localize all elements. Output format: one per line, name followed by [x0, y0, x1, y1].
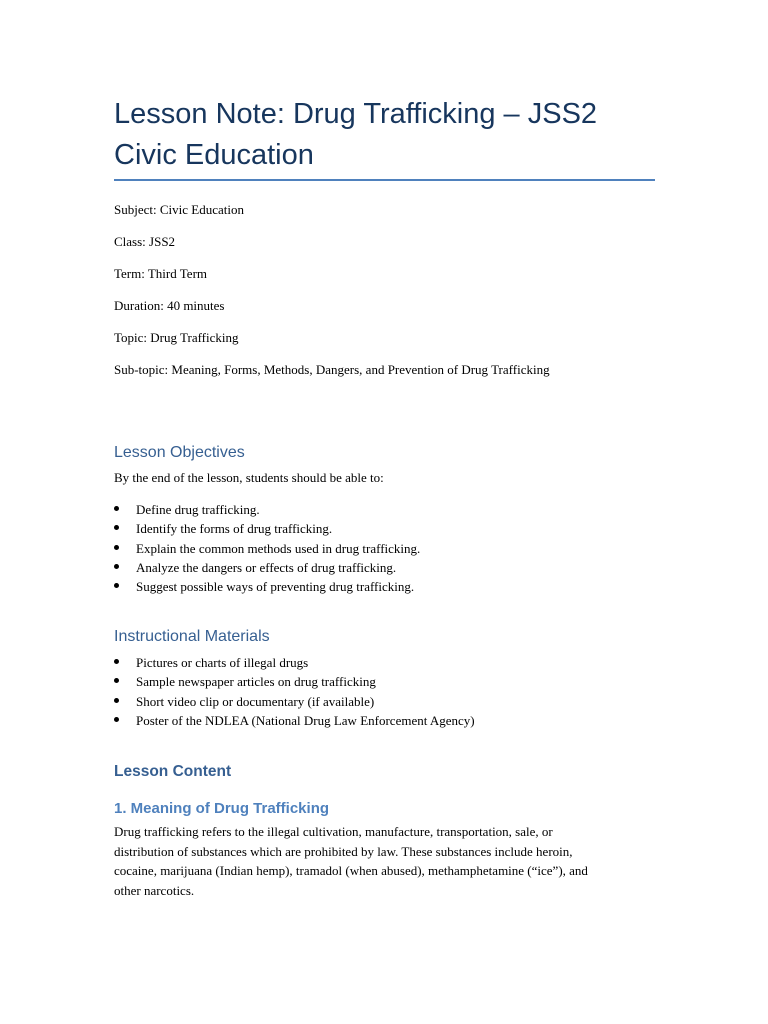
list-item: Explain the common methods used in drug trafficking.: [114, 539, 420, 558]
meta-subtopic: Sub-topic: Meaning, Forms, Methods, Dangers, and Prevention of Drug Trafficking: [114, 362, 550, 377]
meta-duration: Duration: 40 minutes: [114, 298, 225, 313]
section-meaning-paragraph: Drug trafficking refers to the illegal cultivation, manufacture, transportation, sale, or distribution of substances which are prohibited by law. These substances include heroin, cocaine, marijuana (Indian hemp), tramadol (when abused), methamphetamine (“ice”), and other narcotics.: [114, 824, 588, 898]
list-item: Poster of the NDLEA (National Drug Law Enforcement Agency): [114, 711, 475, 730]
list-item: Sample newspaper articles on drug trafficking: [114, 672, 475, 691]
objectives-lead: By the end of the lesson, students should be able to:: [114, 470, 384, 485]
content-heading: Lesson Content: [114, 763, 232, 780]
bullet-icon: [114, 717, 119, 722]
bullet-icon: [114, 698, 119, 703]
list-item: Analyze the dangers or effects of drug trafficking.: [114, 558, 420, 577]
bullet-icon: [114, 564, 119, 569]
meta-term: Term: Third Term: [114, 266, 208, 281]
section-meaning-heading: 1. Meaning of Drug Trafficking: [114, 800, 330, 817]
list-item: Define drug trafficking.: [114, 500, 420, 519]
meta-subject: Subject: Civic Education: [114, 202, 244, 217]
materials-heading: Instructional Materials: [114, 628, 270, 645]
list-item: Suggest possible ways of preventing drug trafficking.: [114, 577, 420, 596]
bullet-icon: [114, 678, 119, 683]
meta-class: Class: JSS2: [114, 234, 176, 249]
objectives-list: [114, 500, 420, 596]
bullet-icon: [114, 525, 119, 530]
meta-topic: Topic: Drug Trafficking: [114, 330, 239, 345]
bullet-icon: [114, 506, 119, 511]
list-item: Pictures or charts of illegal drugs: [114, 653, 475, 672]
bullet-icon: [114, 583, 119, 588]
objectives-heading: Lesson Objectives: [114, 444, 245, 461]
document-title: Lesson Note: Drug Trafficking – JSS2 Civic Education: [114, 98, 598, 171]
materials-list: [114, 653, 475, 730]
title-underline: [114, 179, 655, 181]
bullet-icon: [114, 545, 119, 550]
bullet-icon: [114, 659, 119, 664]
list-item: Identify the forms of drug trafficking.: [114, 519, 420, 538]
list-item: Short video clip or documentary (if available): [114, 692, 475, 711]
